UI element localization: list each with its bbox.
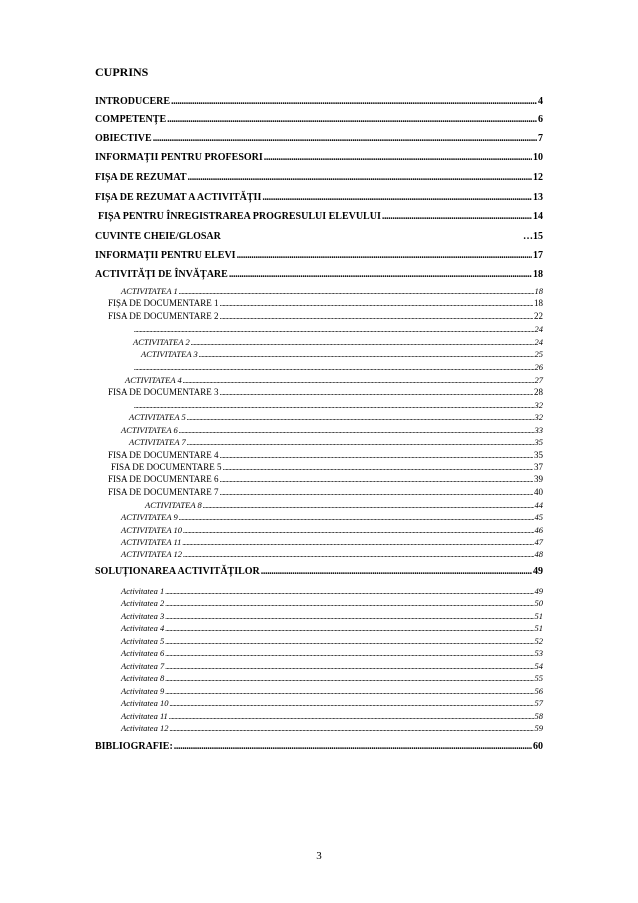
- toc-dot-leader: [183, 550, 534, 559]
- toc-entry-page: 59: [534, 723, 543, 733]
- toc-entry-page: 49: [534, 586, 543, 596]
- toc-entry-page: 18: [533, 269, 543, 280]
- toc-entry[interactable]: [95, 152, 543, 163]
- toc-dot-leader: [220, 299, 533, 308]
- toc-entry-page: 7: [538, 133, 543, 144]
- toc-entry-label: ACTIVITATEA 7: [129, 437, 186, 447]
- page-number: 3: [316, 850, 322, 862]
- toc-entry-page: 58: [534, 711, 543, 721]
- toc-entry[interactable]: [108, 450, 543, 460]
- toc-entry-label: BIBLIOGRAFIE:: [95, 741, 173, 752]
- toc-entry-page: 47: [534, 537, 543, 547]
- toc-entry[interactable]: [121, 686, 543, 696]
- toc-dot-leader: [179, 513, 534, 522]
- toc-entry-page: 48: [534, 549, 543, 559]
- toc-entry-label: INFORMAȚII PENTRU ELEVI: [95, 250, 236, 261]
- toc-entry-label: Activitatea 2: [121, 598, 165, 608]
- toc-entry-page: 52: [534, 636, 543, 646]
- toc-entry-page: 32: [534, 400, 543, 410]
- toc-entry-page: 24: [534, 337, 543, 347]
- toc-entry-page: 13: [533, 192, 543, 203]
- toc-entry[interactable]: [108, 387, 543, 397]
- toc-entry[interactable]: [133, 324, 543, 334]
- toc-entry[interactable]: [121, 586, 543, 596]
- toc-entry-page: 18: [534, 298, 543, 308]
- toc-dot-leader: [191, 338, 534, 347]
- toc-entry[interactable]: [121, 286, 543, 296]
- toc-dot-leader: [174, 741, 532, 752]
- toc-entry-page: 17: [533, 250, 543, 261]
- toc-dot-leader: [220, 475, 533, 484]
- toc-entry-page: 51: [534, 611, 543, 621]
- toc-entry-page: 56: [534, 686, 543, 696]
- toc-dot-leader: [188, 172, 533, 183]
- toc-entry-page: 18: [534, 286, 543, 296]
- toc-entry-label: FISA DE DOCUMENTARE 7: [108, 487, 219, 497]
- toc-entry[interactable]: [121, 611, 543, 621]
- toc-dot-leader: [165, 687, 533, 696]
- toc-dot-leader: [220, 451, 533, 460]
- toc-entry-label: ACTIVITATEA 8: [145, 500, 202, 510]
- toc-entry[interactable]: [129, 437, 543, 447]
- toc-entry-page: 32: [534, 412, 543, 422]
- toc-entry-page: 44: [534, 500, 543, 510]
- toc-entry-label: SOLUȚIONAREA ACTIVITĂȚILOR: [95, 566, 260, 577]
- toc-entry[interactable]: [141, 349, 543, 359]
- toc-entry[interactable]: [98, 211, 543, 222]
- toc-entry-page: 26: [534, 362, 543, 372]
- toc-entry[interactable]: [121, 673, 543, 683]
- toc-entry-label: FISA DE DOCUMENTARE 3: [108, 387, 219, 397]
- toc-entry-label: ACTIVITATEA 11: [121, 537, 182, 547]
- toc-dot-leader: [203, 501, 534, 510]
- toc-dot-leader: [165, 662, 533, 671]
- toc-entry[interactable]: [129, 412, 543, 422]
- toc-dot-leader: [165, 599, 533, 608]
- toc-dot-leader: [264, 152, 532, 163]
- toc-entry-page: 28: [534, 387, 543, 397]
- toc-dot-leader: [165, 587, 533, 596]
- toc-entry-label: INFORMAȚII PENTRU PROFESORI: [95, 152, 263, 163]
- toc-entry-label: Activitatea 9: [121, 686, 165, 696]
- toc-entry[interactable]: [95, 741, 543, 752]
- toc-entry[interactable]: [108, 298, 543, 308]
- toc-entry-label: CUVINTE CHEIE/GLOSAR: [95, 231, 221, 242]
- toc-dot-leader: [237, 250, 532, 261]
- toc-dot-leader: [165, 674, 533, 683]
- toc-entry[interactable]: [121, 711, 543, 721]
- toc-entry-label: Activitatea 12: [121, 723, 169, 733]
- toc-entry[interactable]: [125, 375, 543, 385]
- toc-dot-leader: [220, 388, 533, 397]
- toc-entry[interactable]: [121, 661, 543, 671]
- toc-dot-leader: [169, 712, 534, 721]
- toc-entry-page: 24: [534, 324, 543, 334]
- toc-dot-leader: [165, 612, 533, 621]
- toc-dot-leader: [183, 526, 534, 535]
- toc-entry-label: Activitatea 4: [121, 623, 165, 633]
- toc-entry[interactable]: [111, 462, 543, 472]
- toc-dot-leader: [153, 133, 537, 144]
- toc-entry[interactable]: [121, 623, 543, 633]
- toc-dot-leader: [261, 566, 532, 577]
- toc-entry-page: 37: [534, 462, 543, 472]
- toc-entry-page: 55: [534, 673, 543, 683]
- toc-entry-label: Activitatea 6: [121, 648, 165, 658]
- toc-entry-page: 6: [538, 114, 543, 125]
- toc-entry-label: Activitatea 11: [121, 711, 168, 721]
- toc-entry-label: FIȘA DE DOCUMENTARE 1: [108, 298, 219, 308]
- toc-dot-leader: [179, 287, 534, 296]
- toc-entry[interactable]: [95, 566, 543, 577]
- toc-dot-leader: [167, 114, 537, 125]
- toc-entry-page: 39: [534, 474, 543, 484]
- toc-dot-leader: [223, 463, 533, 472]
- toc-entry[interactable]: [108, 474, 543, 484]
- toc-dot-leader: [134, 325, 534, 334]
- toc-entry-label: FIȘA DE REZUMAT A ACTIVITĂȚII: [95, 192, 262, 203]
- toc-dot-leader: [229, 269, 532, 280]
- toc-entry[interactable]: [121, 698, 543, 708]
- toc-entry-label: ACTIVITATEA 12: [121, 549, 182, 559]
- toc-dot-leader: [262, 192, 532, 203]
- toc-entry-label: Activitatea 3: [121, 611, 165, 621]
- toc-entry-label: FISA DE DOCUMENTARE 2: [108, 311, 219, 321]
- toc-entry[interactable]: [121, 525, 543, 535]
- toc-entry[interactable]: [95, 192, 543, 203]
- toc-entry-label: Activitatea 7: [121, 661, 165, 671]
- toc-entry[interactable]: [133, 400, 543, 410]
- toc-entry[interactable]: [121, 598, 543, 608]
- toc-entry[interactable]: [121, 425, 543, 435]
- toc-entry-page: 10: [533, 152, 543, 163]
- toc-entry[interactable]: [95, 172, 543, 183]
- toc-entry-page: 51: [534, 623, 543, 633]
- toc-entry[interactable]: [95, 250, 543, 261]
- toc-entry-page: 49: [533, 566, 543, 577]
- toc-dot-leader: [183, 376, 534, 385]
- toc-entry-label: Activitatea 10: [121, 698, 169, 708]
- toc-entry-page: 50: [534, 598, 543, 608]
- toc-entry-label: Activitatea 5: [121, 636, 165, 646]
- toc-entry-label: ACTIVITĂȚI DE ÎNVĂȚARE: [95, 269, 228, 280]
- toc-entry-page: 46: [534, 525, 543, 535]
- toc-entry[interactable]: [95, 114, 543, 125]
- toc-entry-page: 60: [533, 741, 543, 752]
- toc-dot-leader: [165, 637, 533, 646]
- toc-entry-page: 33: [534, 425, 543, 435]
- toc-entry-label: ACTIVITATEA 4: [125, 375, 182, 385]
- toc-entry[interactable]: [95, 133, 543, 144]
- toc-dot-leader: [134, 363, 534, 372]
- toc-entry[interactable]: [121, 512, 543, 522]
- toc-entry-page: …15: [523, 231, 543, 242]
- toc-entry-label: ACTIVITATEA 6: [121, 425, 178, 435]
- toc-entry-page: 14: [533, 211, 543, 222]
- toc-entry-page: 12: [533, 172, 543, 183]
- toc-entry[interactable]: [95, 231, 543, 242]
- toc-dot-leader: [169, 724, 533, 733]
- toc-dot-leader: [134, 401, 534, 410]
- toc-entry-page: 53: [534, 648, 543, 658]
- toc-entry[interactable]: [121, 723, 543, 733]
- toc-dot-leader: [182, 538, 533, 547]
- toc-entry[interactable]: [108, 487, 543, 497]
- toc-entry[interactable]: [121, 537, 543, 547]
- toc-dot-leader: [220, 312, 533, 321]
- toc-dot-leader: [382, 211, 532, 222]
- toc-entry[interactable]: [133, 362, 543, 372]
- toc-dot-leader: [171, 96, 537, 107]
- toc-entry-label: COMPETENȚE: [95, 114, 167, 125]
- toc-entry-label: FIȘA DE REZUMAT: [95, 172, 187, 183]
- page-title: CUPRINS: [95, 65, 149, 79]
- toc-entry-page: 35: [534, 437, 543, 447]
- toc-entry-page: 22: [534, 311, 543, 321]
- toc-entry-label: ACTIVITATEA 10: [121, 525, 182, 535]
- toc-entry-label: FISA DE DOCUMENTARE 6: [108, 474, 219, 484]
- toc-entry-label: Activitatea 1: [121, 586, 165, 596]
- toc-entry-page: 57: [534, 698, 543, 708]
- toc-entry[interactable]: [145, 500, 543, 510]
- toc-entry[interactable]: [95, 269, 543, 280]
- toc-dot-leader: [187, 413, 534, 422]
- toc-entry-page: 54: [534, 661, 543, 671]
- toc-entry-label: INTRODUCERE: [95, 96, 171, 107]
- toc-dot-leader: [165, 649, 533, 658]
- toc-entry-label: ACTIVITATEA 5: [129, 412, 186, 422]
- toc-entry-page: 25: [534, 349, 543, 359]
- toc-entry-label: FISA DE DOCUMENTARE 4: [108, 450, 219, 460]
- toc-entry-label: FIȘA PENTRU ÎNREGISTRAREA PROGRESULUI ELEVULUI: [98, 211, 381, 222]
- toc-dot-leader: [199, 350, 534, 359]
- toc-entry-page: 35: [534, 450, 543, 460]
- toc-entry-page: 45: [534, 512, 543, 522]
- toc-entry-label: ACTIVITATEA 1: [121, 286, 178, 296]
- toc-entry-page: 4: [538, 96, 543, 107]
- toc-entry-label: ACTIVITATEA 9: [121, 512, 178, 522]
- toc-entry[interactable]: [121, 636, 543, 646]
- toc-dot-leader: [169, 699, 533, 708]
- toc-dot-leader: [220, 488, 533, 497]
- toc-entry[interactable]: [108, 311, 543, 321]
- toc-entry-label: ACTIVITATEA 2: [133, 337, 190, 347]
- toc-entry-page: 27: [534, 375, 543, 385]
- toc-entry-page: 40: [534, 487, 543, 497]
- toc-entry-label: ACTIVITATEA 3: [141, 349, 198, 359]
- toc-entry[interactable]: [121, 648, 543, 658]
- toc-dot-leader: [187, 438, 534, 447]
- toc-entry-label: Activitatea 8: [121, 673, 165, 683]
- toc-dot-leader: [165, 624, 533, 633]
- toc-entry-label: FISA DE DOCUMENTARE 5: [111, 462, 222, 472]
- toc-entry-label: OBIECTIVE: [95, 133, 152, 144]
- toc-entry[interactable]: [121, 549, 543, 559]
- toc-dot-leader: [179, 426, 534, 435]
- toc-entry[interactable]: [95, 96, 543, 107]
- toc-entry[interactable]: [133, 337, 543, 347]
